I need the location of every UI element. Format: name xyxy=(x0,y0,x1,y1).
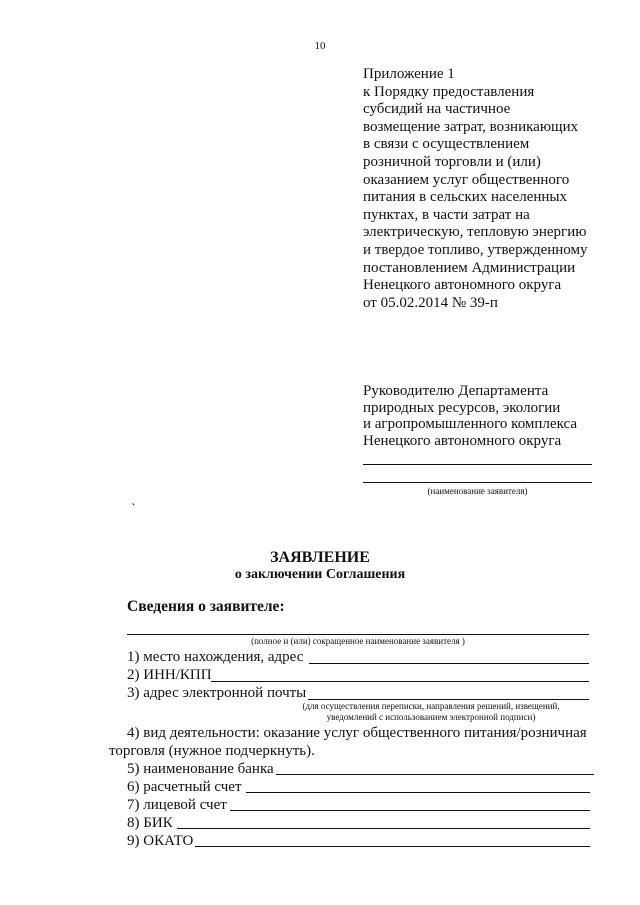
addressee-line: Ненецкого автономного округа xyxy=(363,432,562,449)
applicant-name-hint: (наименование заявителя) xyxy=(427,486,528,496)
activity-line-1: 4) вид деятельности: оказание услуг общественного питания/розничная xyxy=(127,725,587,741)
email-label: 3) адрес электронной почты xyxy=(127,685,307,701)
stray-mark: ` xyxy=(131,502,136,517)
settlement-account-label: 6) расчетный счет xyxy=(127,779,242,795)
appendix-line: и твердое топливо, утвержденному xyxy=(363,241,588,258)
addressee-line: природных ресурсов, экологии xyxy=(363,399,561,416)
email-line[interactable] xyxy=(308,699,589,700)
personal-account-line[interactable] xyxy=(230,810,590,811)
settlement-account-line[interactable] xyxy=(246,792,590,793)
inn-kpp-label: 2) ИНН/КПП xyxy=(127,667,212,683)
statement-title: ЗАЯВЛЕНИЕ xyxy=(270,549,370,566)
bank-name-label: 5) наименование банка xyxy=(127,761,274,777)
email-hint-line-1: (для осуществления переписки, направления решений, извещений, xyxy=(302,701,560,711)
okato-line[interactable] xyxy=(195,846,590,847)
addressee-line: Руководителю Департамента xyxy=(363,383,549,399)
applicant-section-heading: Сведения о заявителе: xyxy=(127,598,285,615)
applicant-blank-line-1[interactable] xyxy=(363,464,592,465)
personal-account-label: 7) лицевой счет xyxy=(127,797,227,813)
bik-line[interactable] xyxy=(177,828,590,829)
address-label: 1) место нахождения, адрес xyxy=(127,649,304,665)
appendix-line: от 05.02.2014 № 39-п xyxy=(363,294,498,311)
statement-subtitle: о заключении Соглашения xyxy=(234,567,406,582)
applicant-blank-line-2[interactable] xyxy=(363,482,592,483)
appendix-line: розничной торговли и (или) xyxy=(363,153,541,170)
addressee-line: и агропромышленного комплекса xyxy=(363,416,577,432)
appendix-header xyxy=(363,66,633,312)
applicant-fullname-line[interactable] xyxy=(127,634,589,635)
inn-kpp-line[interactable] xyxy=(211,681,589,682)
okato-label: 9) ОКАТО xyxy=(127,833,194,849)
fullname-hint: (полное и (или) сокращенное наименование заявителя ) xyxy=(251,636,465,646)
appendix-line: к Порядку предоставления xyxy=(363,83,535,100)
bank-name-line[interactable] xyxy=(276,774,594,775)
activity-line-2: торговля (нужное подчеркнуть). xyxy=(109,743,315,759)
page-number: 10 xyxy=(314,40,326,52)
appendix-line: пунктах, в части затрат на xyxy=(363,206,530,223)
appendix-line: в связи с осуществлением xyxy=(363,136,530,153)
appendix-line: Приложение 1 xyxy=(363,66,455,82)
address-line[interactable] xyxy=(309,663,589,664)
bik-label: 8) БИК xyxy=(127,815,173,831)
appendix-line: оказанием услуг общественного xyxy=(363,171,570,188)
appendix-line: питания в сельских населенных xyxy=(363,189,567,206)
appendix-line: Ненецкого автономного округа xyxy=(363,277,562,294)
appendix-line: возмещение затрат, возникающих xyxy=(363,118,579,135)
activity-field xyxy=(109,724,597,760)
appendix-line: постановлением Администрации xyxy=(363,259,576,276)
email-hint-line-2: уведомлений с использованием электронной подписи) xyxy=(326,712,536,722)
appendix-line: электрическую, тепловую энергию xyxy=(363,224,587,241)
addressee-block xyxy=(363,383,633,449)
appendix-line: субсидий на частичное xyxy=(363,101,511,118)
